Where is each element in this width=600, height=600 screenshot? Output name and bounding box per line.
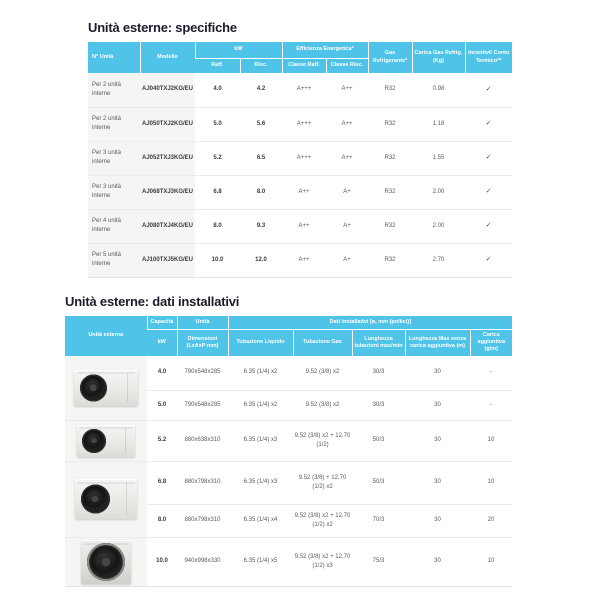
section2-title: Unità esterne: dati installativi: [65, 294, 240, 309]
col-subheader-raff: Raff.: [195, 58, 240, 73]
cell-tubazione-liquido: 6.35 (1/4) x3: [228, 420, 293, 461]
cell-carica: 2.00: [412, 175, 465, 209]
cell-classe-risc: A+: [326, 209, 368, 243]
col-group-kw: kW: [195, 42, 282, 58]
cell-raff: 5.2: [195, 141, 240, 175]
cell-lunghezza-max: 30: [405, 420, 470, 461]
cell-tubazione-gas: 9.52 (3/8) x2 + 12.70 (1/2): [293, 420, 352, 461]
cell-classe-risc: A++: [326, 141, 368, 175]
cell-modello: AJ100TXJ5KG/EU: [140, 243, 195, 277]
cell-carica-aggiuntiva: 10: [470, 420, 512, 461]
cell-classe-raff: A++: [282, 175, 326, 209]
cell-classe-risc: A++: [341, 86, 353, 93]
cell-n-unita: Per 5 unità interne: [88, 243, 140, 277]
cell-lunghezza-max: 30: [405, 504, 470, 537]
cell-risc: 4.2: [256, 86, 266, 93]
cell-unit-image: [65, 537, 147, 586]
cell-gas: R32: [368, 107, 412, 141]
cell-dimensioni: 880x638x310: [177, 420, 228, 461]
cell-unit-image: [65, 461, 147, 537]
table-row: [65, 537, 512, 586]
fan-icon: [82, 429, 106, 453]
col-subheader-classe-risc: Classe Risc.: [326, 58, 368, 73]
cell-risc: 6.5: [240, 141, 282, 175]
cell-dimensioni: 790x548x285: [177, 390, 228, 420]
cell-kw: 5.2: [147, 420, 177, 461]
cell-n-unita: Per 3 unità interne: [88, 175, 140, 209]
cell-classe-raff: A+++: [282, 107, 326, 141]
cell-tubazione-liquido: 6.35 (1/4) x2: [228, 390, 293, 420]
cell-carica: 1.18: [412, 107, 465, 141]
cell-gas: R32: [368, 141, 412, 175]
install-table: [65, 316, 512, 587]
col-header-gas-refrigerante: Gas Refrigerante*: [368, 42, 412, 73]
check-icon: ✓: [465, 243, 512, 277]
section-dati-installativi: [65, 294, 512, 587]
cell-tubazione-gas: 9.52 (3/8) x2: [293, 390, 352, 420]
cell-tubazione-liquido: 6.35 (1/4) x2: [243, 369, 278, 376]
cell-tubazione-gas: 9.52 (3/8) x2: [305, 369, 340, 376]
cell-n-unita: Per 3 unità interne: [88, 141, 140, 175]
cell-lunghezza: 75/3: [352, 537, 405, 586]
install-table-header: [65, 316, 512, 356]
cell-carica-aggiuntiva: 20: [470, 504, 512, 537]
fan-icon: [87, 543, 125, 581]
col-header-modello: Modello: [140, 42, 195, 73]
cell-lunghezza-max: 30: [405, 537, 470, 586]
cell-modello: AJ050TXJ2KG/EU: [140, 107, 195, 141]
cell-carica-aggiuntiva: 10: [470, 461, 512, 504]
cell-carica: 2.70: [412, 243, 465, 277]
col-header-n-unita: N° Unità: [88, 42, 140, 73]
fan-icon: [80, 374, 107, 401]
cell-gas: R32: [384, 86, 396, 93]
table-row: [65, 356, 512, 390]
col-group-efficienza: Efficienza Energetica*: [282, 42, 368, 58]
check-icon: ✓: [465, 141, 512, 175]
cell-modello: AJ052TXJ3KG/EU: [140, 141, 195, 175]
col-subheader-carica-aggiuntiva: Carica aggiuntiva (g/m): [470, 329, 512, 356]
cell-classe-risc: A+: [326, 175, 368, 209]
table-row: [88, 141, 512, 175]
cell-classe-risc: A+: [326, 243, 368, 277]
section-specifiche: [88, 20, 512, 278]
fan-icon: [81, 485, 110, 514]
outdoor-unit-photo: [77, 425, 135, 457]
col-header-incentivi: Incentivi/ Conto Termico**: [465, 42, 512, 73]
cell-kw: 5.0: [147, 390, 177, 420]
table-row: [88, 175, 512, 209]
cell-lunghezza-max: 30: [405, 390, 470, 420]
cell-gas: R32: [368, 243, 412, 277]
table-row: [65, 420, 512, 461]
cell-raff: 8.0: [195, 209, 240, 243]
col-subheader-lunghezza-tubazioni: Lunghezza tubazioni max/min: [352, 329, 405, 356]
cell-carica-aggiuntiva: 10: [470, 537, 512, 586]
cell-kw: 4.0: [157, 369, 167, 376]
cell-raff: 10.0: [195, 243, 240, 277]
col-subheader-classe-raff: Classe Raff.: [282, 58, 326, 73]
cell-tubazione-liquido: 6.35 (1/4) x5: [228, 537, 293, 586]
cell-carica-aggiuntiva: -: [490, 369, 493, 376]
col-subheader-lunghezza-max: Lunghezza Max senza carica aggiuntiva (m): [405, 329, 470, 356]
cell-modello: AJ080TXJ4KG/EU: [140, 209, 195, 243]
cell-carica: 2.00: [412, 209, 465, 243]
cell-raff: 4.0: [213, 86, 222, 93]
cell-tubazione-gas: 9.52 (3/8) x2 + 12.70 (1/2) x2: [293, 504, 352, 537]
cell-gas: R32: [368, 175, 412, 209]
spec-table-header: [88, 42, 512, 73]
table-row: [88, 73, 512, 107]
col-subheader-dimensioni: Dimensioni (LxAxP mm): [177, 329, 228, 356]
cell-n-unita: Per 2 unità interne: [88, 107, 140, 141]
outdoor-unit-photo: [81, 540, 131, 584]
cell-raff: 6.8: [195, 175, 240, 209]
table-row: [65, 461, 512, 504]
col-group-dati-installativi: Dati installativi [ø, mm (pollici)]: [228, 316, 512, 329]
outdoor-unit-photo: [74, 370, 138, 406]
cell-lunghezza-max: 30: [434, 369, 441, 376]
cell-lunghezza: 50/3: [352, 420, 405, 461]
cell-carica: 1.55: [412, 141, 465, 175]
cell-classe-raff: A+++: [296, 86, 312, 93]
table-row: [88, 243, 512, 277]
cell-lunghezza: 50/3: [352, 461, 405, 504]
cell-raff: 5.0: [195, 107, 240, 141]
cell-carica-aggiuntiva: -: [470, 390, 512, 420]
cell-risc: 9.3: [240, 209, 282, 243]
cell-classe-raff: A+++: [282, 141, 326, 175]
cell-dimensioni: 940x998x330: [177, 537, 228, 586]
col-header-unita-esterna: Unità esterna: [65, 316, 147, 356]
cell-kw: 6.8: [147, 461, 177, 504]
cell-modello: AJ068TXJ3KG/EU: [140, 175, 195, 209]
cell-gas: R32: [368, 209, 412, 243]
cell-risc: 8.0: [240, 175, 282, 209]
cell-tubazione-gas: 9.52 (3/8) x2 + 12.70 (1/2) x3: [293, 537, 352, 586]
cell-dimensioni: 880x798x310: [177, 504, 228, 537]
check-icon: ✓: [465, 107, 512, 141]
cell-tubazione-liquido: 6.35 (1/4) x4: [228, 504, 293, 537]
outdoor-unit-photo: [75, 479, 137, 519]
cell-lunghezza: 30/3: [352, 390, 405, 420]
cell-kw: 8.0: [147, 504, 177, 537]
cell-unit-image: [65, 420, 147, 461]
cell-risc: 5.6: [240, 107, 282, 141]
cell-classe-risc: A++: [326, 107, 368, 141]
cell-unit-image: [65, 356, 147, 420]
cell-lunghezza: 30/3: [372, 369, 385, 376]
cell-dimensioni: 880x798x310: [177, 461, 228, 504]
col-subheader-tubazione-liquido: Tubazione Liquido: [228, 329, 293, 356]
cell-dimensioni: 790x548x285: [184, 369, 221, 376]
col-group-unita: Unità: [177, 316, 228, 329]
cell-carica: 0.98: [432, 86, 445, 93]
table-row: [88, 107, 512, 141]
spec-table: [88, 42, 512, 278]
col-subheader-risc: Risc.: [240, 58, 282, 73]
col-subheader-tubazione-gas: Tubazione Gas: [293, 329, 352, 356]
cell-classe-raff: A++: [282, 243, 326, 277]
col-subheader-kw: kW: [147, 329, 177, 356]
cell-lunghezza: 70/3: [352, 504, 405, 537]
col-group-capacita: Capacità: [147, 316, 177, 329]
cell-tubazione-gas: 9.52 (3/8) + 12.70 (1/2) x2: [293, 461, 352, 504]
cell-risc: 12.0: [240, 243, 282, 277]
check-icon: ✓: [465, 175, 512, 209]
cell-modello: AJ040TXJ2KG/EU: [140, 73, 195, 107]
cell-n-unita: Per 2 unità interne: [88, 73, 140, 107]
table-row: [88, 209, 512, 243]
check-icon: ✓: [485, 85, 492, 93]
cell-lunghezza-max: 30: [405, 461, 470, 504]
cell-tubazione-liquido: 6.35 (1/4) x3: [228, 461, 293, 504]
check-icon: ✓: [465, 209, 512, 243]
cell-classe-raff: A++: [282, 209, 326, 243]
col-header-carica-gas: Carica Gas Refrig. (Kg): [412, 42, 465, 73]
cell-n-unita: Per 4 unità interne: [88, 209, 140, 243]
section1-title: Unità esterne: specifiche: [88, 20, 237, 35]
cell-kw: 10.0: [147, 537, 177, 586]
